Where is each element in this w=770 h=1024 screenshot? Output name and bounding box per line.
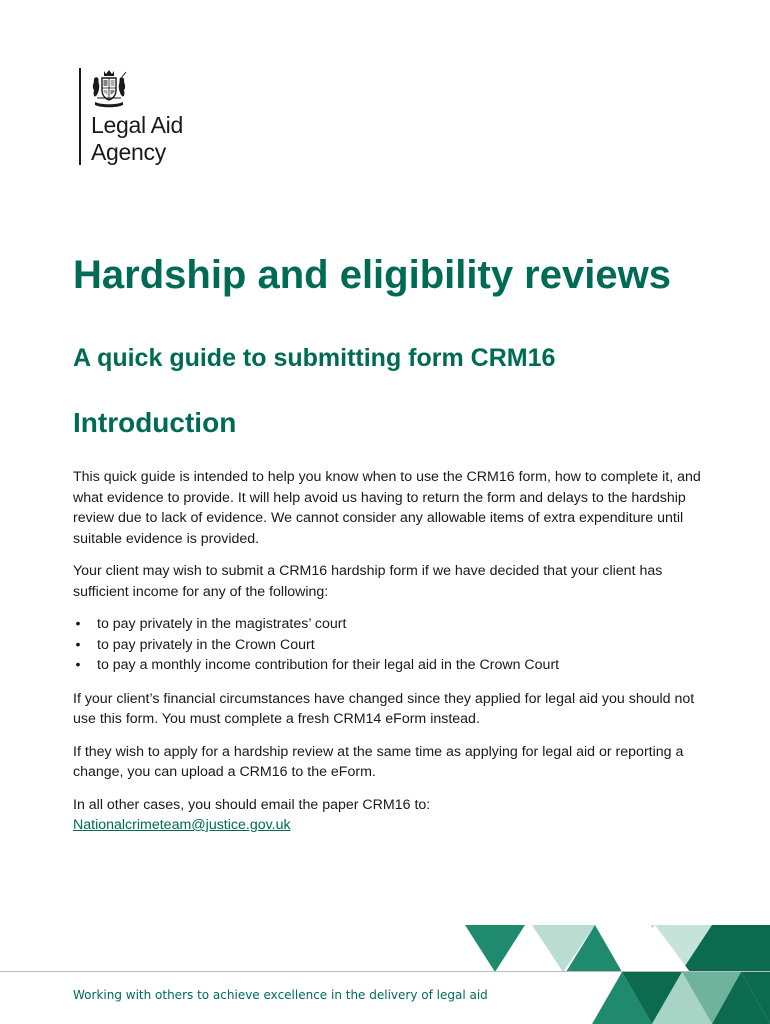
email-link[interactable]: Nationalcrimeteam@justice.gov.uk	[73, 817, 291, 833]
footer-tagline: Working with others to achieve excellence in the delivery of legal aid	[73, 988, 488, 1002]
paragraph-when-to-submit: Your client may wish to submit a CRM16 hardship form if we have decided that your client has sufficient income for any of the following:	[73, 563, 663, 600]
paragraph-changed-circumstances: If your client’s financial circumstances have changed since they applied for legal aid you should not use this form. You must complete a fresh CRM14 eForm instead.	[73, 690, 695, 727]
footer-divider	[0, 971, 770, 972]
email-instructions-text: In all other cases, you should email the paper CRM16 to:	[73, 796, 431, 813]
triangle-shape	[465, 925, 525, 972]
bullet-icon: •	[75, 616, 81, 632]
paragraph-upload-eform: If they wish to apply for a hardship review at the same time as applying for legal aid or reporting a change, you can upload a CRM16 to the eForm.	[73, 743, 684, 780]
logo-text-line2: Agency	[91, 139, 166, 165]
list-item-text: to pay privately in the Crown Court	[97, 636, 315, 653]
logo-text-line1: Legal Aid	[91, 112, 183, 138]
section-heading-introduction: Introduction	[73, 407, 237, 438]
bullet-icon: •	[75, 636, 81, 653]
document-title: Hardship and eligibility reviews	[73, 253, 671, 297]
paragraph-purpose: This quick guide is intended to help you know when to use the CRM16 form, how to complete it, and what evidence to provide. It will help avoid us having to return the form and delays to the hardship review due to lack of evidence. We cannot consider any allowable items of extra expenditure until suitable evidence is provided.	[73, 469, 701, 547]
document-subtitle: A quick guide to submitting form CRM16	[73, 344, 556, 372]
list-item-text: to pay privately in the magistrates’ court	[97, 616, 347, 632]
list-item-text: to pay a monthly income contribution for their legal aid in the Crown Court	[97, 657, 560, 673]
bullet-icon: •	[75, 657, 81, 673]
